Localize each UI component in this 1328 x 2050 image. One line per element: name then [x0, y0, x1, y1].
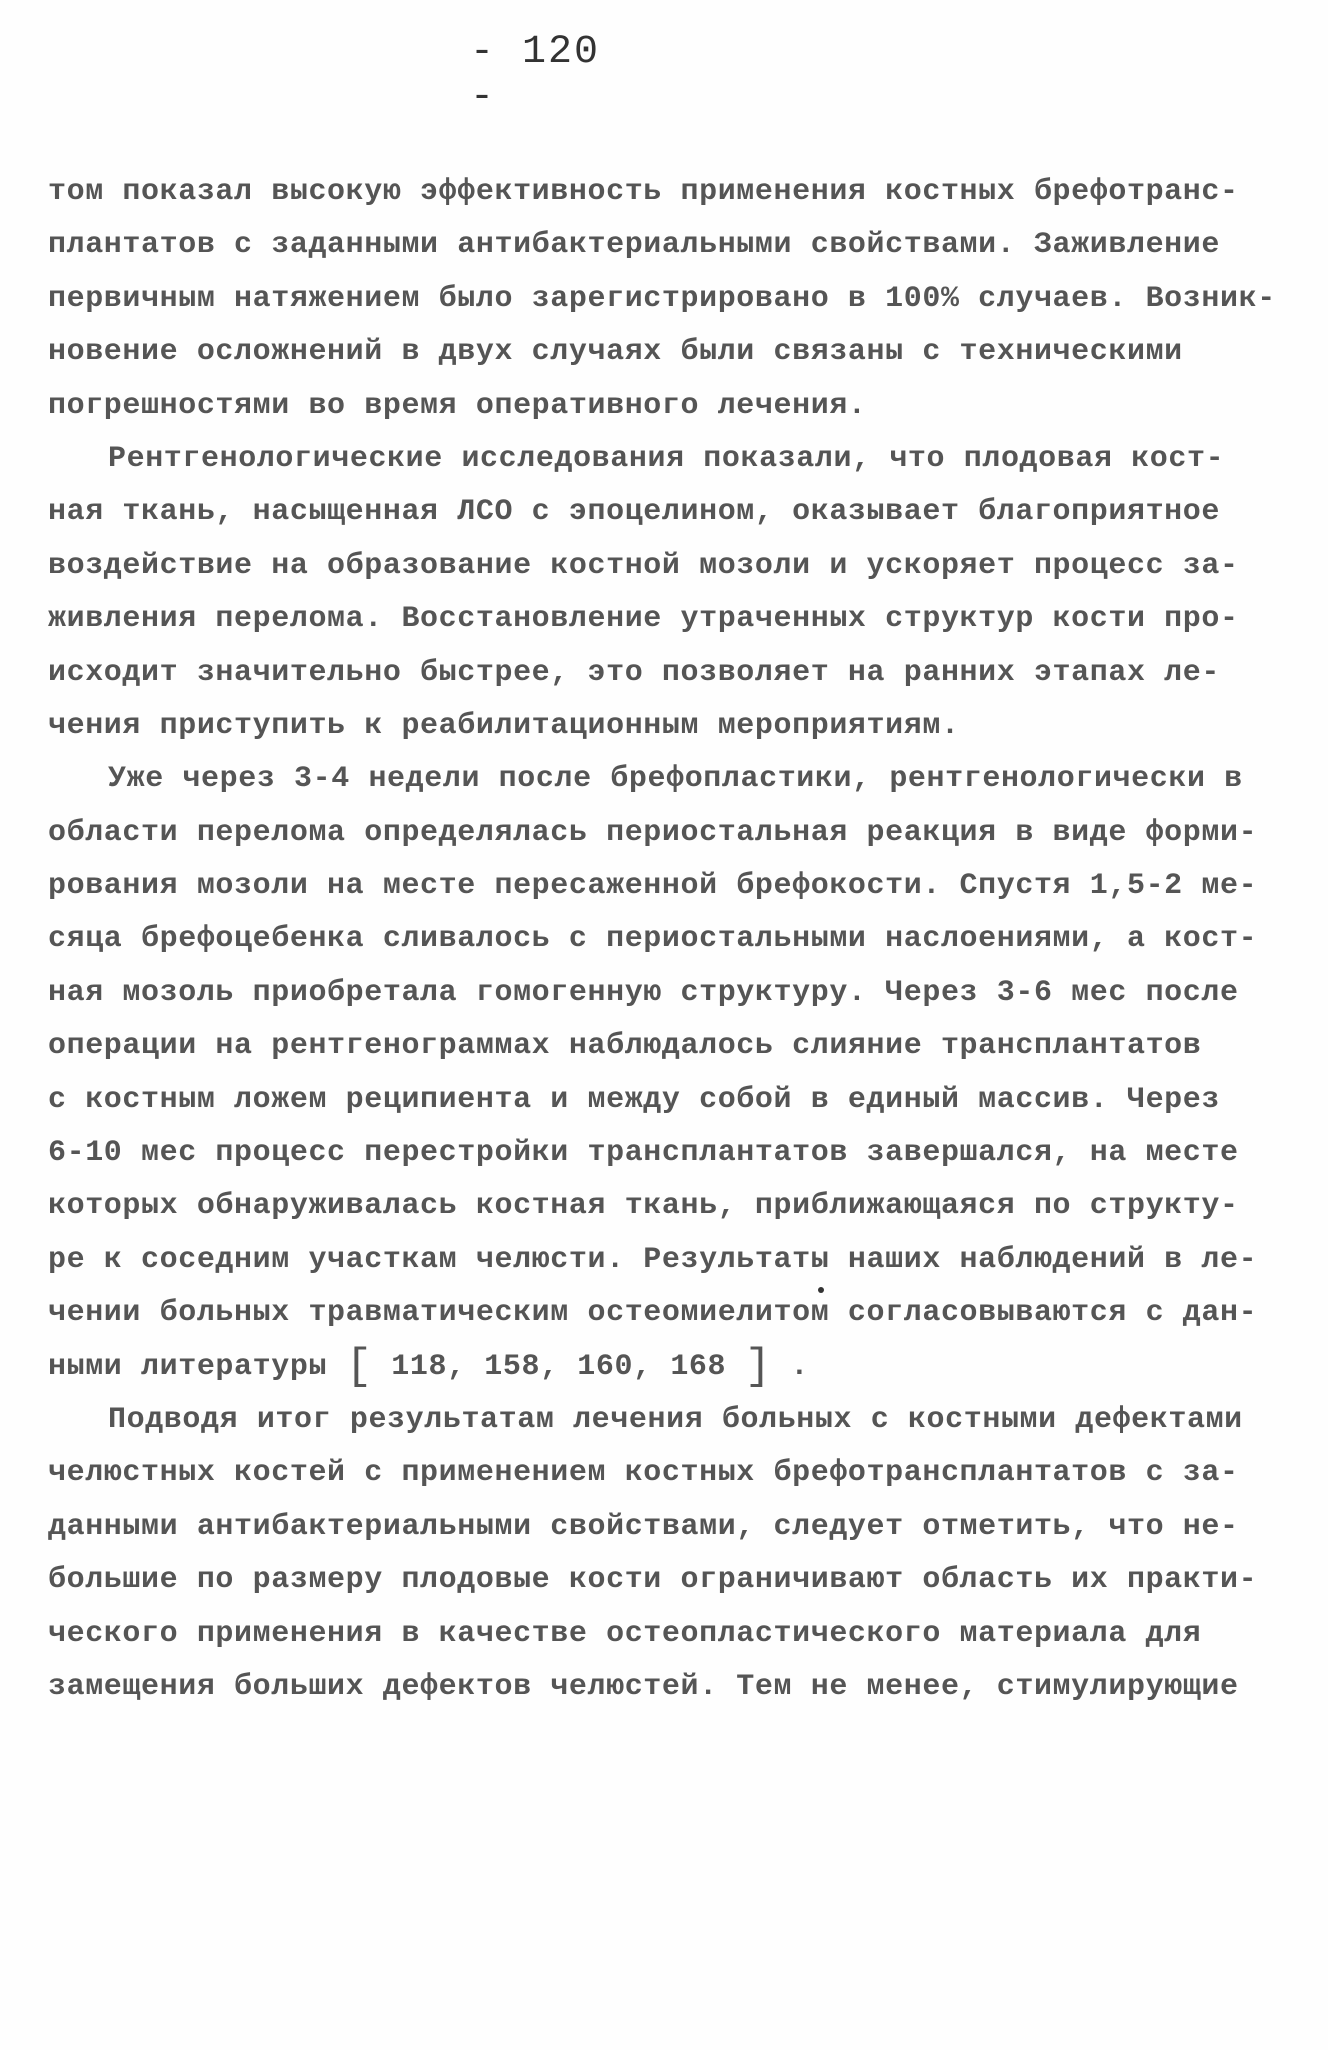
text-line: ческого применения в качестве остеопластического материала для: [48, 1616, 1202, 1651]
paragraph-start-line: Подводя итог результатам лечения больных с костными дефектами: [108, 1402, 1243, 1437]
text-line: замещения больших дефектов челюстей. Тем не менее, стимулирующие: [48, 1669, 1239, 1704]
text-line: том показал высокую эффективность применения костных брефотранс-: [48, 175, 1239, 209]
text-line: ная ткань, насыщенная ЛСО с эпоцелином, оказывает благоприятное: [48, 495, 1220, 530]
citation-trail: .: [771, 1349, 809, 1384]
text-line: новение осложнений в двух случаях были связаны с техническими: [48, 335, 1183, 370]
text-line: 6-10 мес процесс перестройки трансплантатов завершался, на месте: [48, 1136, 1239, 1171]
text-line: с костным ложем реципиента и между собой в единый массив. Через: [48, 1082, 1220, 1117]
citation-open-bracket: [: [345, 1341, 373, 1392]
text-line: челюстных костей с применением костных брефотрансплантатов с за-: [48, 1456, 1239, 1491]
text-line: исходит значительно быстрее, это позволяет на ранних этапах ле-: [48, 655, 1220, 690]
text-line: большие по размеру плодовые кости ограничивают область их практи-: [48, 1563, 1258, 1598]
body-text: [48, 166, 1276, 1714]
text-line: операции на рентгенограммах наблюдалось слияние трансплантатов: [48, 1029, 1202, 1064]
text-line: плантатов с заданными антибактериальными свойствами. Заживление: [48, 228, 1220, 263]
paragraph-start-line: Рентгенологические исследования показали, что плодовая кост-: [108, 441, 1225, 476]
paragraph-start-line: Уже через 3-4 недели после брефопластики, рентгенологически в: [108, 762, 1243, 797]
text-line: живления перелома. Восстановление утраченных структур кости про-: [48, 602, 1239, 637]
text-line: области перелома определялась периостальная реакция в виде форми-: [48, 815, 1258, 850]
text-line: данными антибактериальными свойствами, следует отметить, что не-: [48, 1509, 1239, 1544]
citation-close-bracket: ]: [744, 1341, 772, 1392]
text-line: сяца брефоцебенка сливалось с периостальными наслоениями, а кост-: [48, 922, 1258, 957]
text-line: ре к соседним участкам челюсти. Результаты наших наблюдений в ле-: [48, 1242, 1258, 1277]
text-line: чении больных травматическим остеомиелитом согласовываются с дан-: [48, 1296, 1258, 1331]
page-number: - 120 -: [470, 30, 601, 120]
text-line: первичным натяжением было зарегистрировано в 100% случаев. Возник-: [48, 281, 1276, 316]
text-fragment: ными литературы: [48, 1349, 328, 1384]
ink-dot: [818, 1287, 824, 1293]
citation-line: [48, 1341, 1268, 1394]
text-line: погрешностями во время оперативного лечения.: [48, 388, 867, 423]
citation-refs: 118, 158, 160, 168: [391, 1349, 727, 1384]
text-line: рования мозоли на месте пересаженной брефокости. Спустя 1,5-2 ме-: [48, 869, 1258, 904]
text-line: которых обнаруживалась костная ткань, приближающаяся по структу-: [48, 1189, 1239, 1224]
text-line: воздействие на образование костной мозоли и ускоряет процесс за-: [48, 548, 1239, 583]
text-line: чения приступить к реабилитационным мероприятиям.: [48, 708, 960, 743]
text-line: ная мозоль приобретала гомогенную структуру. Через 3-6 мес после: [48, 975, 1239, 1010]
